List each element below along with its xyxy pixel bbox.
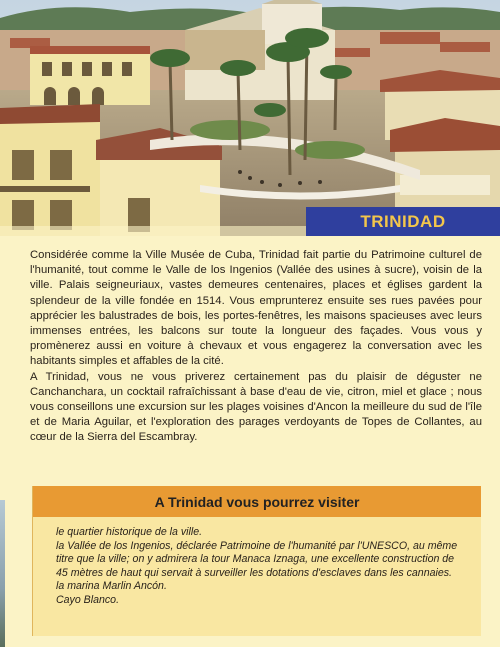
title-banner <box>306 207 500 236</box>
list-item: Cayo Blanco. <box>56 593 120 606</box>
list-item: la Vallée de los Ingenios, déclarée Patrimoine de l'humanité par l'UNESCO, au même titre que la ville; on y admirera la tour Manaca Iznaga, une excellente construction de 45 mètres de haut qui servait à surveiller les dotations d'esclaves dans les cannaies. <box>56 539 458 579</box>
edge-photo-strip <box>0 500 5 647</box>
visit-box <box>32 486 481 636</box>
visit-heading: A Trinidad vous pourrez visiter <box>33 486 481 517</box>
visit-list <box>33 517 481 608</box>
trinidad-plaza-photo <box>0 0 500 236</box>
paragraph: A Trinidad, vous ne vous priverez certainement pas du plaisir de déguster ne Canchanchara, un cocktail rafraîchissant à base d'eau de vie, citron, miel et glace ; nous vous conseillons une excursion sur les plages voisines d'Ancon la meilleure du sud de l'île et de Maria Aguilar, et l'exploration des parages verdoyants de Topes de Collantes, au cœur de la Sierra del Escambray. <box>30 370 482 444</box>
page-title: TRINIDAD <box>360 211 446 231</box>
description-text <box>30 248 482 446</box>
paragraph: Considérée comme la Ville Musée de Cuba, Trinidad fait partie du Patrimoine culturel de l'humanité, tout comme le Valle de los Ingenios (Vallée des usines à sucre), voisin de la ville. Palais seigneuriaux, vastes demeures centenaires, places et églises gardent la splendeur de la ville fondée en 1514. Vous emprunterez ensuite ses rues pavées pour apprécier les balustrades de bois, les portes-fenêtres, les maisons spacieuses avec leurs immenses entrées, les balcons sur toute la longueur des façades. Vous vous y promènerez aussi en voiture à chevaux et vous engagerez la conversation avec les habitants simples et affables de la cité. <box>30 249 482 368</box>
list-item: la marina Marlin Ancón. <box>56 580 167 593</box>
list-item: le quartier historique de la ville. <box>56 526 203 538</box>
